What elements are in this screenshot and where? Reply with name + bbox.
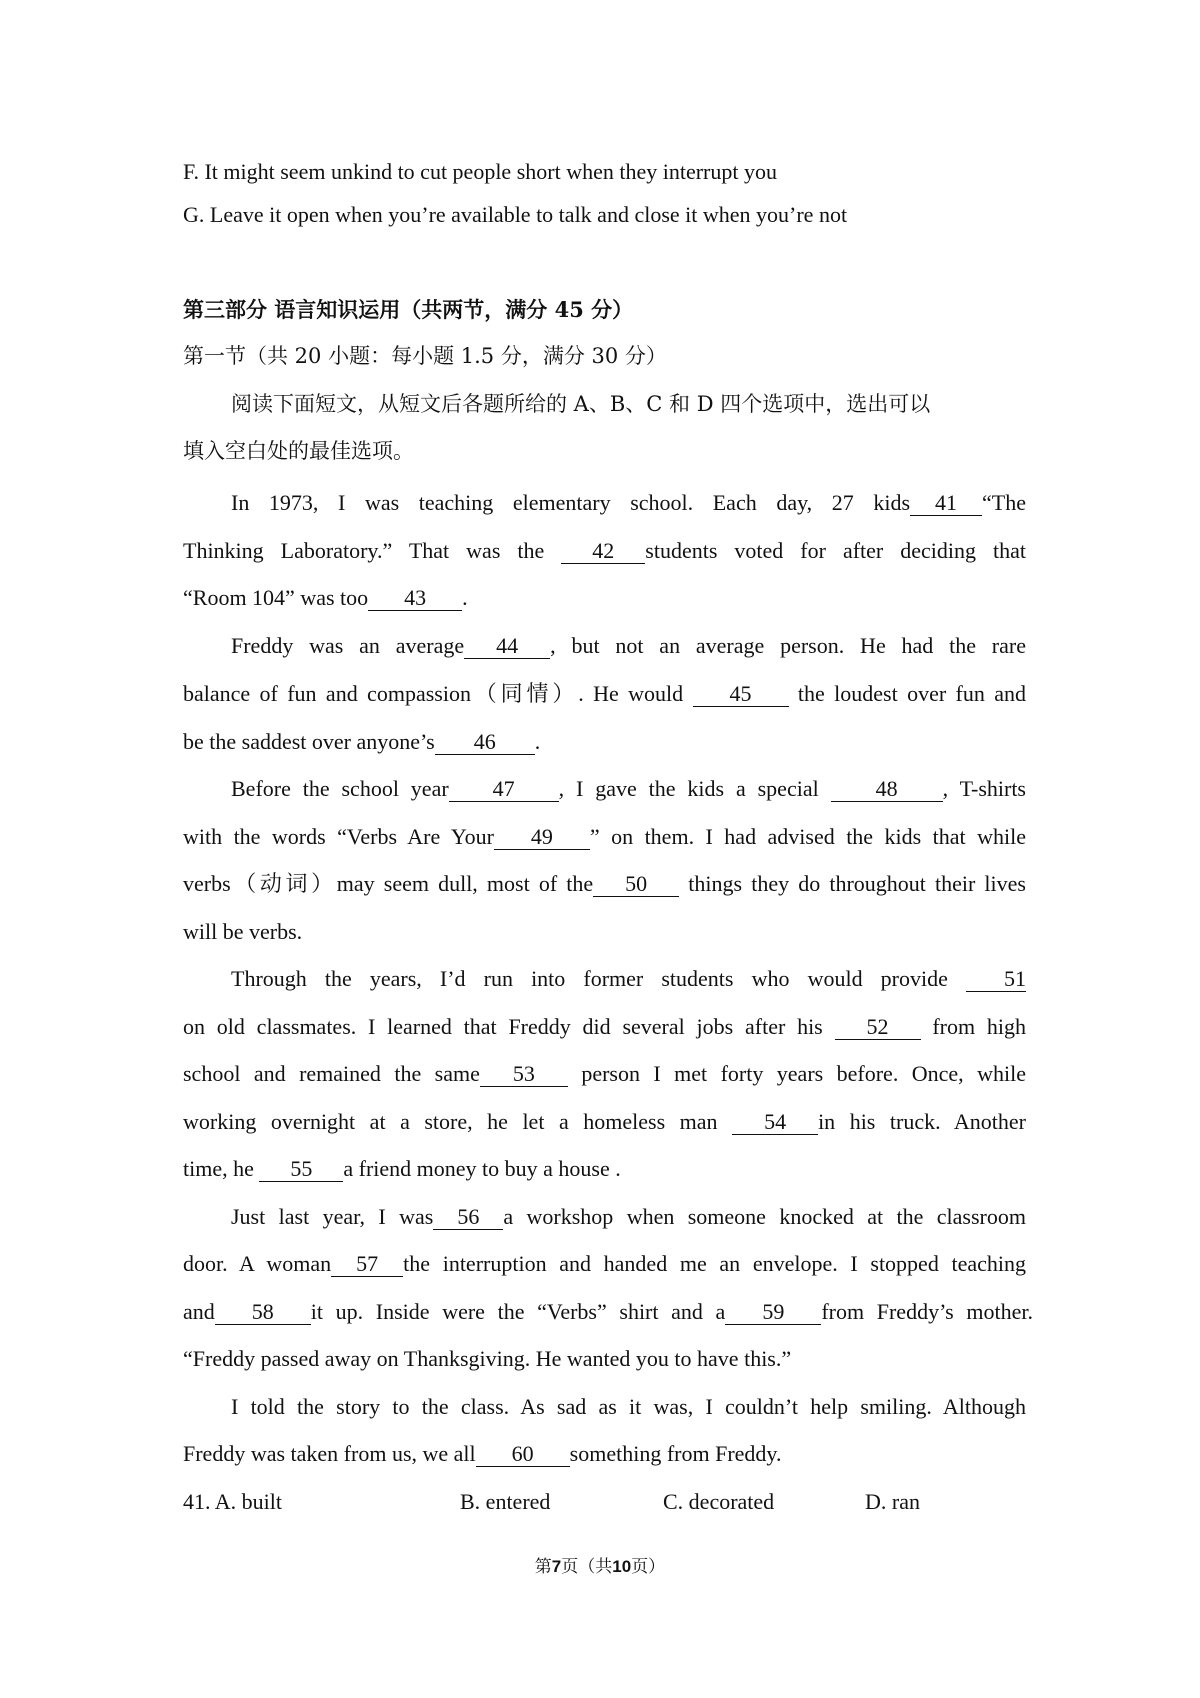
passage-line: Just last year, I was 56 a workshop when someone knocked at the classroom (231, 1204, 1026, 1229)
passage-line: balance of fun and compassion（同情）. He would 45 the loudest over fun and (183, 681, 1027, 706)
passage-line: on old classmates. I learned that Freddy did several jobs after his 52 from high (183, 1014, 1027, 1039)
passage-line: I told the story to the class. As sad as it was, I couldn’t help smiling. Although (231, 1394, 1026, 1419)
passage-line: time, he 55 a friend money to buy a house . (183, 1156, 621, 1181)
blank-57: 57 (331, 1252, 403, 1277)
blank-42: 42 (561, 539, 645, 564)
blank-46: 46 (435, 730, 535, 755)
blank-55: 55 (259, 1157, 343, 1182)
passage-line: Through the years, I’d run into former students who would provide 51 (231, 966, 1026, 991)
passage-line: working overnight at a store, he let a homeless man 54 in his truck. Another (183, 1109, 1026, 1134)
option-f: F. It might seem unkind to cut people short when they interrupt you (183, 159, 777, 184)
passage-line: Before the school year 47 , I gave the kids a special 48 , T-shirts (231, 776, 1026, 801)
blank-43: 43 (368, 586, 462, 611)
blank-48: 48 (831, 777, 943, 802)
blank-47: 47 (449, 777, 559, 802)
blank-44: 44 (464, 634, 550, 659)
q41-option-c: C. decorated (663, 1489, 775, 1514)
passage-line: “Freddy passed away on Thanksgiving. He wanted you to have this.” (183, 1346, 792, 1371)
blank-49: 49 (494, 825, 590, 850)
passage-line: “Room 104” was too 43 . (183, 585, 468, 610)
blank-53: 53 (480, 1062, 568, 1087)
blank-56: 56 (433, 1205, 503, 1230)
page-footer: 第7页（共10页） (534, 1557, 666, 1576)
blank-60: 60 (476, 1442, 570, 1467)
blank-50: 50 (593, 872, 679, 897)
blank-52: 52 (835, 1015, 921, 1040)
passage-line: will be verbs. (183, 919, 303, 944)
passage-line: door. A woman 57 the interruption and handed me an envelope. I stopped teaching (183, 1251, 1026, 1276)
passage-line: be the saddest over anyone’s 46 . (183, 729, 541, 754)
passage-line: In 1973, I was teaching elementary school. Each day, 27 kids 41 “The (231, 490, 1026, 515)
instructions-line2: 填入空白处的最佳选项。 (183, 439, 414, 463)
section1-title: 第一节（共 20 小题：每小题 1.5 分，满分 30 分） (183, 344, 667, 368)
passage-line: Freddy was taken from us, we all 60 something from Freddy. (183, 1441, 782, 1466)
passage-line: school and remained the same 53 person I met forty years before. Once, while (183, 1061, 1026, 1086)
q41-option-d: D. ran (865, 1489, 920, 1514)
passage-line: Freddy was an average 44 , but not an average person. He had the rare (231, 633, 1026, 658)
blank-45: 45 (693, 682, 789, 707)
blank-41: 41 (910, 491, 982, 516)
passage-line: Thinking Laboratory.” That was the 42 students voted for after deciding that (183, 538, 1026, 563)
blank-59: 59 (725, 1300, 821, 1325)
blank-54: 54 (732, 1110, 818, 1135)
part3-title: 第三部分 语言知识运用（共两节，满分 45 分） (183, 297, 634, 322)
q41-option-b: B. entered (460, 1489, 551, 1514)
blank-51: 51 (966, 967, 1026, 992)
passage-line: verbs（动词）may seem dull, most of the 50 things they do throughout their lives (183, 871, 1026, 896)
instructions-line1: 阅读下面短文，从短文后各题所给的 A、B、C 和 D 四个选项中，选出可以 (231, 392, 931, 416)
blank-58: 58 (215, 1300, 311, 1325)
passage-line: and 58 it up. Inside were the “Verbs” shirt and a 59 from Freddy’s mother. (183, 1299, 1033, 1324)
option-g: G. Leave it open when you’re available to talk and close it when you’re not (183, 202, 848, 227)
q41-option-a: 41. A. built (183, 1489, 283, 1514)
passage-line: with the words “Verbs Are Your 49 ” on them. I had advised the kids that while (183, 824, 1026, 849)
